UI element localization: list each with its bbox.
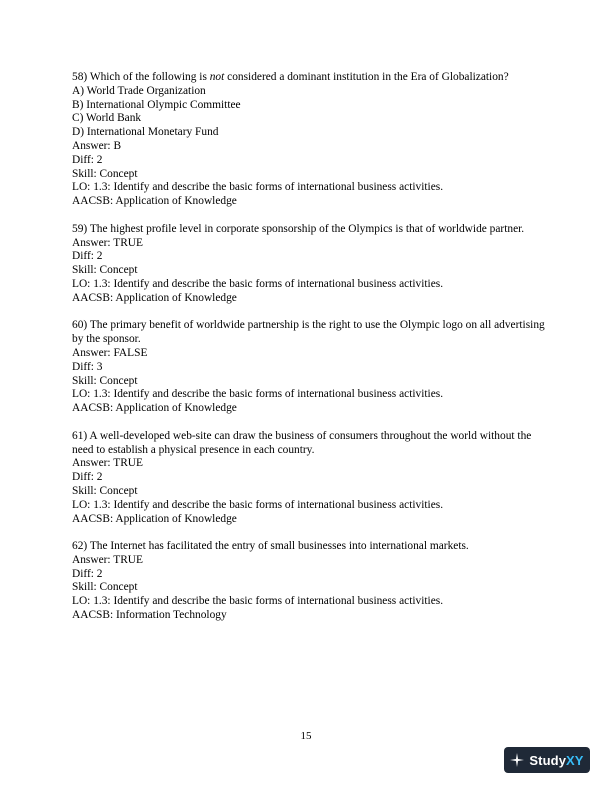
answer-option: A) World Trade Organization <box>72 84 206 97</box>
aacsb-line: AACSB: Application of Knowledge <box>72 291 237 304</box>
difficulty-line: Diff: 2 <box>72 153 103 166</box>
answer-line: Answer: B <box>72 139 122 152</box>
aacsb-line: AACSB: Application of Knowledge <box>72 512 237 525</box>
question-stem: 59) The highest profile level in corporate sponsorship of the Olympics is that of worldwide partner. <box>72 222 525 235</box>
difficulty-line: Diff: 2 <box>72 471 103 484</box>
page-number: 15 <box>300 730 312 742</box>
aacsb-line: AACSB: Application of Knowledge <box>72 402 237 415</box>
answer-line: Answer: TRUE <box>72 457 143 470</box>
question-58 <box>72 71 547 209</box>
studyxy-badge[interactable] <box>504 747 590 773</box>
question-61 <box>72 430 547 527</box>
document-body <box>72 71 547 637</box>
learning-objective-line: LO: 1.3: Identify and describe the basic forms of international business activities. <box>72 277 444 290</box>
badge-label-accent: XY <box>566 752 584 768</box>
answer-line: Answer: FALSE <box>72 346 148 359</box>
difficulty-line: Diff: 2 <box>72 250 103 263</box>
question-stem-text: considered a dominant institution in the Era of Globalization? <box>224 71 509 83</box>
answer-line: Answer: TRUE <box>72 236 143 249</box>
skill-line: Skill: Concept <box>72 264 138 277</box>
question-stem-emphasis: not <box>209 71 225 83</box>
learning-objective-line: LO: 1.3: Identify and describe the basic forms of international business activities. <box>72 595 444 608</box>
difficulty-line: Diff: 3 <box>72 360 103 373</box>
aacsb-line: AACSB: Information Technology <box>72 609 227 622</box>
badge-label-main: Study <box>529 752 567 768</box>
question-59 <box>72 223 547 306</box>
learning-objective-line: LO: 1.3: Identify and describe the basic forms of international business activities. <box>72 388 444 401</box>
answer-option: B) International Olympic Committee <box>72 98 241 111</box>
question-stem: 60) The primary benefit of worldwide partnership is the right to use the Olympic logo on all advertising by the sponsor. <box>72 319 545 346</box>
skill-line: Skill: Concept <box>72 374 138 387</box>
answer-line: Answer: TRUE <box>72 553 143 566</box>
question-60 <box>72 319 547 416</box>
aacsb-line: AACSB: Application of Knowledge <box>72 195 237 208</box>
question-stem: 62) The Internet has facilitated the entry of small businesses into international markets. <box>72 540 469 553</box>
plus-sparkle-icon <box>510 753 524 767</box>
answer-option: D) International Monetary Fund <box>72 126 219 139</box>
question-62 <box>72 540 547 623</box>
question-stem: 61) A well-developed web-site can draw the business of consumers throughout the world without the need to establish a physical presence in each country. <box>72 429 532 456</box>
answer-option: C) World Bank <box>72 112 142 125</box>
learning-objective-line: LO: 1.3: Identify and describe the basic forms of international business activities. <box>72 181 444 194</box>
difficulty-line: Diff: 2 <box>72 567 103 580</box>
learning-objective-line: LO: 1.3: Identify and describe the basic forms of international business activities. <box>72 498 444 511</box>
skill-line: Skill: Concept <box>72 167 138 180</box>
badge-label <box>529 753 583 768</box>
skill-line: Skill: Concept <box>72 484 138 497</box>
question-stem-text: 58) Which of the following is <box>72 71 210 83</box>
skill-line: Skill: Concept <box>72 581 138 594</box>
question-stem <box>72 71 547 85</box>
